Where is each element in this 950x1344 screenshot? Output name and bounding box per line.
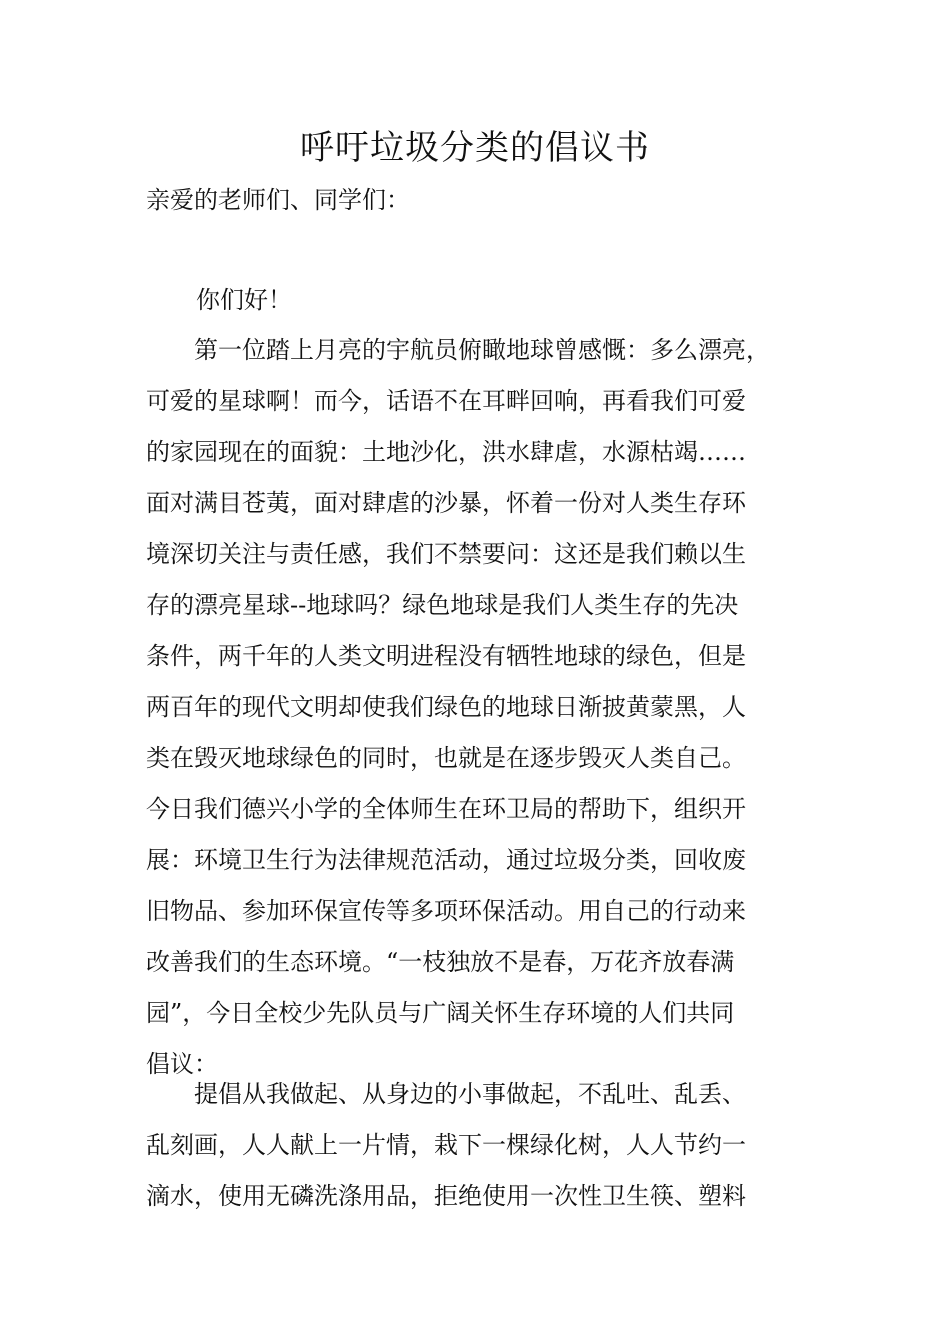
greeting: 你们好！	[196, 286, 292, 314]
paragraph-line: 第一位踏上月亮的宇航员俯瞰地球曾感慨：多么漂亮，	[146, 336, 770, 364]
paragraph-line: 旧物品、参加环保宣传等多项环保活动。用自己的行动来	[146, 897, 746, 925]
paragraph-line: 存的漂亮星球--地球吗？绿色地球是我们人类生存的先决	[146, 591, 739, 619]
paragraph-line: 今日我们德兴小学的全体师生在环卫局的帮助下，组织开	[146, 795, 746, 823]
paragraph-line: 类在毁灭地球绿色的同时，也就是在逐步毁灭人类自己。	[146, 744, 746, 772]
paragraph-line: 条件，两千年的人类文明进程没有牺牲地球的绿色，但是	[146, 642, 746, 670]
paragraph-line: 展：环境卫生行为法律规范活动，通过垃圾分类，回收废	[146, 846, 746, 874]
document-title: 呼吁垃圾分类的倡议书	[300, 128, 650, 168]
paragraph-line: 滴水，使用无磷洗涤用品，拒绝使用一次性卫生筷、塑料	[146, 1182, 746, 1210]
paragraph-line: 改善我们的生态环境。“一枝独放不是春，万花齐放春满	[146, 948, 735, 976]
paragraph-line: 提倡从我做起、从身边的小事做起，不乱吐、乱丢、	[146, 1080, 746, 1108]
paragraph-line: 园”，今日全校少先队员与广阔关怀生存环境的人们共同	[146, 999, 735, 1027]
paragraph-line: 境深切关注与责任感，我们不禁要问：这还是我们赖以生	[146, 540, 746, 568]
paragraph-line: 两百年的现代文明却使我们绿色的地球日渐披黄蒙黑，人	[146, 693, 746, 721]
salutation: 亲爱的老师们、同学们：	[146, 186, 410, 214]
paragraph-line: 倡议：	[146, 1050, 218, 1078]
paragraph-line: 面对满目苍荑，面对肆虐的沙暴，怀着一份对人类生存环	[146, 489, 746, 517]
paragraph-line: 的家园现在的面貌：土地沙化，洪水肆虐，水源枯竭……	[146, 438, 746, 466]
paragraph-line: 乱刻画，人人献上一片情，栽下一棵绿化树，人人节约一	[146, 1131, 746, 1159]
paragraph-2	[146, 1069, 816, 1222]
paragraph-1	[146, 325, 816, 1090]
paragraph-line: 可爱的星球啊！而今，话语不在耳畔回响，再看我们可爱	[146, 387, 746, 415]
